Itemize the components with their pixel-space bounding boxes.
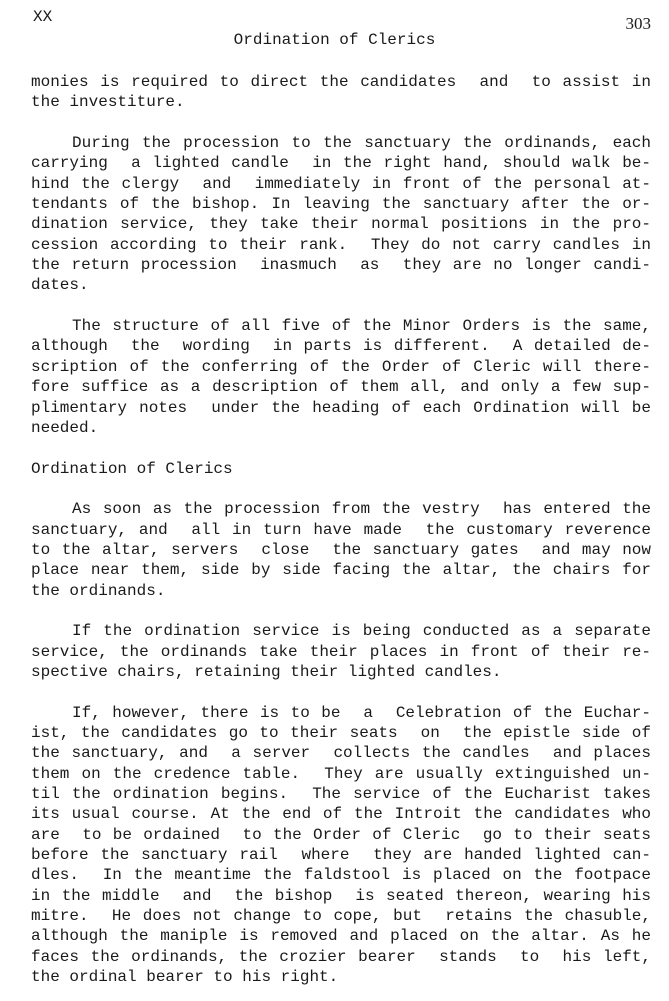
- text-line: mitre. He does not change to cope, but retains the chasuble,: [31, 907, 651, 926]
- text-line: the ordinal bearer to his right.: [31, 968, 339, 987]
- text-line: needed.: [31, 418, 99, 437]
- paragraph: [31, 499, 651, 601]
- text-line: service, the ordinands take their places in front of their re-: [31, 642, 651, 661]
- text-line: the return procession inasmuch as they are no longer candi-: [31, 256, 651, 275]
- paragraph-spacer: [31, 682, 651, 702]
- paragraph: [31, 72, 651, 113]
- text-line: although the wording in parts is different. A detailed de-: [31, 337, 651, 356]
- text-line: dination service, they take their normal positions in the pro-: [31, 215, 651, 234]
- text-line: sanctuary, and all in turn have made the customary reverence: [31, 520, 651, 539]
- text-line: in the middle and the bishop is seated thereon, wearing his: [31, 886, 651, 905]
- text-line: dles. In the meantime the faldstool is placed on the footpace: [31, 866, 651, 885]
- text-line: the sanctuary, and a server collects the candles and places: [31, 744, 651, 763]
- section-heading: Ordination of Clerics: [31, 459, 233, 478]
- text-line: the investiture.: [31, 93, 185, 112]
- text-line: are to be ordained to the Order of Cleric go to their seats: [31, 825, 651, 844]
- text-line: spective chairs, retaining their lighted candles.: [31, 662, 502, 681]
- text-line: As soon as the procession from the vestry has entered the: [72, 500, 651, 519]
- text-line: If the ordination service is being conducted as a separate: [72, 622, 651, 641]
- text-line: If, however, there is to be a Celebration of the Euchar-: [72, 703, 651, 722]
- text-line: to the altar, servers close the sanctuary gates and may now: [31, 540, 651, 559]
- paragraph-spacer: [31, 296, 651, 316]
- text-line: them on the credence table. They are usually extinguished un-: [31, 764, 651, 783]
- text-line: carrying a lighted candle in the right hand, should walk be-: [31, 154, 651, 173]
- paragraph: [31, 316, 651, 438]
- text-line: til the ordination begins. The service of the Eucharist takes: [31, 785, 651, 804]
- text-line: faces the ordinands, the crozier bearer stands to his left,: [31, 947, 651, 966]
- text-line: hind the clergy and immediately in front of the personal at-: [31, 174, 651, 193]
- paragraph-spacer: [31, 438, 651, 458]
- page-number: 303: [625, 14, 651, 33]
- text-line: place near them, side by side facing the altar, the chairs for: [31, 561, 651, 580]
- paragraph-spacer: [31, 479, 651, 499]
- text-line: The structure of all five of the Minor Orders is the same,: [72, 317, 651, 336]
- text-line: although the maniple is removed and placed on the altar. As he: [31, 927, 651, 946]
- text-line: tendants of the bishop. In leaving the sanctuary after the or-: [31, 195, 651, 214]
- running-title: Ordination of Clerics: [233, 31, 436, 49]
- paragraph: [31, 621, 651, 682]
- text-line: scription of the conferring of the Order of Cleric will there-: [31, 357, 651, 376]
- text-line: its usual course. At the end of the Introit the candidates who: [31, 805, 651, 824]
- paragraph: [31, 133, 651, 296]
- document-body: [31, 72, 651, 987]
- paragraph-spacer: [31, 113, 651, 133]
- text-line: monies is required to direct the candidates and to assist in: [31, 73, 651, 91]
- text-line: the ordinands.: [31, 581, 166, 600]
- text-line: During the procession to the sanctuary the ordinands, each: [72, 134, 651, 153]
- chapter-marker: XX: [33, 8, 53, 26]
- text-line: fore suffice as a description of them all, and only a few sup-: [31, 378, 651, 397]
- text-line: before the sanctuary rail where they are handed lighted can-: [31, 846, 651, 865]
- paragraph-spacer: [31, 601, 651, 621]
- paragraph: [31, 703, 651, 988]
- text-line: ist, the candidates go to their seats on the epistle side of: [31, 724, 651, 742]
- text-line: cession according to their rank. They do not carry candles in: [31, 235, 651, 254]
- text-line: plimentary notes under the heading of each Ordination will be: [31, 398, 651, 417]
- text-line: dates.: [31, 276, 89, 295]
